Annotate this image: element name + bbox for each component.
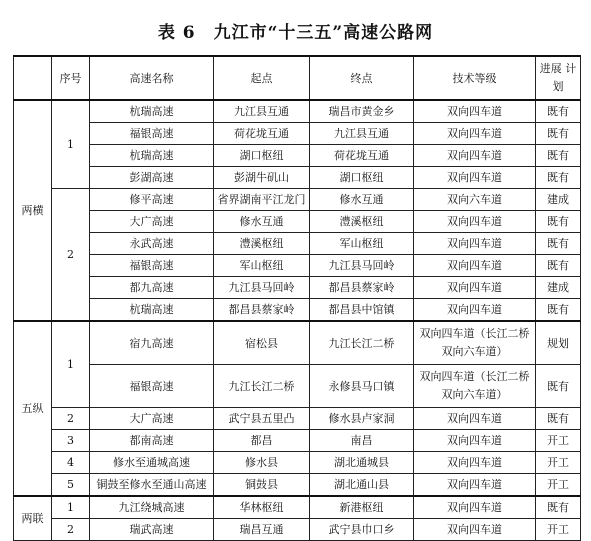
progress-status: 既有 <box>536 496 581 519</box>
tech-level: 双向四车道 <box>414 255 536 277</box>
group-label: 两联 <box>14 496 52 541</box>
start-point: 荷花垅互通 <box>214 123 310 145</box>
tech-level: 双向六车道 <box>414 189 536 211</box>
tech-level: 双向四车道 <box>414 145 536 167</box>
end-point: 湖北通城县 <box>310 452 414 474</box>
end-point: 九江县马回岭 <box>310 255 414 277</box>
end-point: 修水县卢家洞 <box>310 408 414 430</box>
end-point: 永修县马口镇 <box>310 365 414 408</box>
end-point: 修水互通 <box>310 189 414 211</box>
highway-name: 修平高速 <box>90 189 214 211</box>
highway-name: 铜鼓至修水至通山高速 <box>90 474 214 497</box>
table-row <box>14 299 581 322</box>
progress-status: 既有 <box>536 408 581 430</box>
start-point: 九江长江二桥 <box>214 365 310 408</box>
start-point: 军山枢纽 <box>214 255 310 277</box>
start-point: 都昌 <box>214 430 310 452</box>
progress-status: 建成 <box>536 277 581 299</box>
table-row <box>14 211 581 233</box>
start-point: 都昌县蔡家岭 <box>214 299 310 322</box>
start-point: 修水互通 <box>214 211 310 233</box>
highway-name: 福银高速 <box>90 255 214 277</box>
highway-name: 修水至通城高速 <box>90 452 214 474</box>
header-progress: 进展 计划 <box>536 56 581 100</box>
table-row <box>14 408 581 430</box>
progress-status: 既有 <box>536 299 581 322</box>
highway-name: 大广高速 <box>90 408 214 430</box>
tech-level: 双向四车道 <box>414 123 536 145</box>
highway-name: 永武高速 <box>90 233 214 255</box>
row-number: 2 <box>52 408 90 430</box>
header-end: 终点 <box>310 56 414 100</box>
table-row <box>14 496 581 519</box>
end-point: 瑞昌市黄金乡 <box>310 100 414 123</box>
header-group <box>14 56 52 100</box>
end-point: 九江县互通 <box>310 123 414 145</box>
table-row <box>14 167 581 189</box>
highway-name: 瑞武高速 <box>90 519 214 541</box>
end-point: 湖口枢纽 <box>310 167 414 189</box>
progress-status: 开工 <box>536 519 581 541</box>
end-point: 都昌县蔡家岭 <box>310 277 414 299</box>
row-number: 2 <box>52 519 90 541</box>
start-point: 澧溪枢纽 <box>214 233 310 255</box>
highway-name: 都南高速 <box>90 430 214 452</box>
table-row <box>14 277 581 299</box>
table-row <box>14 123 581 145</box>
tech-level: 双向四车道 <box>414 299 536 322</box>
highway-network-table <box>13 55 581 541</box>
progress-status: 开工 <box>536 452 581 474</box>
start-point: 宿松县 <box>214 321 310 365</box>
table-row <box>14 100 581 123</box>
progress-status: 既有 <box>536 365 581 408</box>
row-number: 3 <box>52 430 90 452</box>
highway-name: 大广高速 <box>90 211 214 233</box>
progress-status: 开工 <box>536 474 581 497</box>
row-number: 1 <box>52 321 90 408</box>
start-point: 铜鼓县 <box>214 474 310 497</box>
tech-level: 双向四车道 <box>414 474 536 497</box>
header-name: 高速名称 <box>90 56 214 100</box>
tech-level: 双向四车道 <box>414 277 536 299</box>
progress-status: 既有 <box>536 211 581 233</box>
row-number: 1 <box>52 496 90 519</box>
tech-level: 双向四车道 <box>414 233 536 255</box>
table-row <box>14 255 581 277</box>
tech-level: 双向四车道 <box>414 452 536 474</box>
highway-name: 彭湖高速 <box>90 167 214 189</box>
end-point: 湖北通山县 <box>310 474 414 497</box>
progress-status: 既有 <box>536 100 581 123</box>
start-point: 华林枢纽 <box>214 496 310 519</box>
group-label: 五纵 <box>14 321 52 496</box>
end-point: 南昌 <box>310 430 414 452</box>
table-row <box>14 430 581 452</box>
start-point: 九江县互通 <box>214 100 310 123</box>
row-number: 4 <box>52 452 90 474</box>
highway-name: 宿九高速 <box>90 321 214 365</box>
end-point: 九江长江二桥 <box>310 321 414 365</box>
progress-status: 规划 <box>536 321 581 365</box>
group-label: 两横 <box>14 100 52 321</box>
table-row <box>14 474 581 497</box>
table-row <box>14 145 581 167</box>
header-number: 序号 <box>52 56 90 100</box>
header-start: 起点 <box>214 56 310 100</box>
highway-name: 杭瑞高速 <box>90 145 214 167</box>
table-row <box>14 365 581 408</box>
start-point: 省界湖南平江龙门 <box>214 189 310 211</box>
row-number: 5 <box>52 474 90 497</box>
tech-level: 双向四车道 <box>414 211 536 233</box>
header-level: 技术等级 <box>414 56 536 100</box>
start-point: 湖口枢纽 <box>214 145 310 167</box>
table-row <box>14 519 581 541</box>
table-title: 表 6 九江市“十三五”高速公路网 <box>157 23 434 43</box>
end-point: 武宁县巾口乡 <box>310 519 414 541</box>
end-point: 新港枢纽 <box>310 496 414 519</box>
highway-name: 福银高速 <box>90 123 214 145</box>
row-number: 1 <box>52 100 90 189</box>
highway-name: 福银高速 <box>90 365 214 408</box>
progress-status: 既有 <box>536 233 581 255</box>
table-row <box>14 189 581 211</box>
start-point: 修水县 <box>214 452 310 474</box>
start-point: 彭湖牛矶山 <box>214 167 310 189</box>
highway-name: 九江绕城高速 <box>90 496 214 519</box>
start-point: 瑞昌互通 <box>214 519 310 541</box>
tech-level: 双向四车道 <box>414 408 536 430</box>
highway-name: 都九高速 <box>90 277 214 299</box>
progress-status: 既有 <box>536 123 581 145</box>
progress-status: 既有 <box>536 145 581 167</box>
table-row <box>14 321 581 365</box>
highway-name: 杭瑞高速 <box>90 299 214 322</box>
tech-level: 双向四车道（长江二桥双向六车道） <box>414 321 536 365</box>
end-point: 澧溪枢纽 <box>310 211 414 233</box>
tech-level: 双向四车道 <box>414 167 536 189</box>
table-header-row <box>14 56 581 100</box>
tech-level: 双向四车道 <box>414 496 536 519</box>
progress-status: 建成 <box>536 189 581 211</box>
progress-status: 既有 <box>536 167 581 189</box>
progress-status: 开工 <box>536 430 581 452</box>
end-point: 都昌县中馆镇 <box>310 299 414 322</box>
tech-level: 双向四车道 <box>414 100 536 123</box>
progress-status: 既有 <box>536 255 581 277</box>
tech-level: 双向四车道 <box>414 519 536 541</box>
table-row <box>14 233 581 255</box>
row-number: 2 <box>52 189 90 322</box>
end-point: 军山枢纽 <box>310 233 414 255</box>
table-row <box>14 452 581 474</box>
tech-level: 双向四车道（长江二桥双向六车道） <box>414 365 536 408</box>
end-point: 荷花垅互通 <box>310 145 414 167</box>
highway-name: 杭瑞高速 <box>90 100 214 123</box>
tech-level: 双向四车道 <box>414 430 536 452</box>
start-point: 武宁县五里凸 <box>214 408 310 430</box>
start-point: 九江县马回岭 <box>214 277 310 299</box>
